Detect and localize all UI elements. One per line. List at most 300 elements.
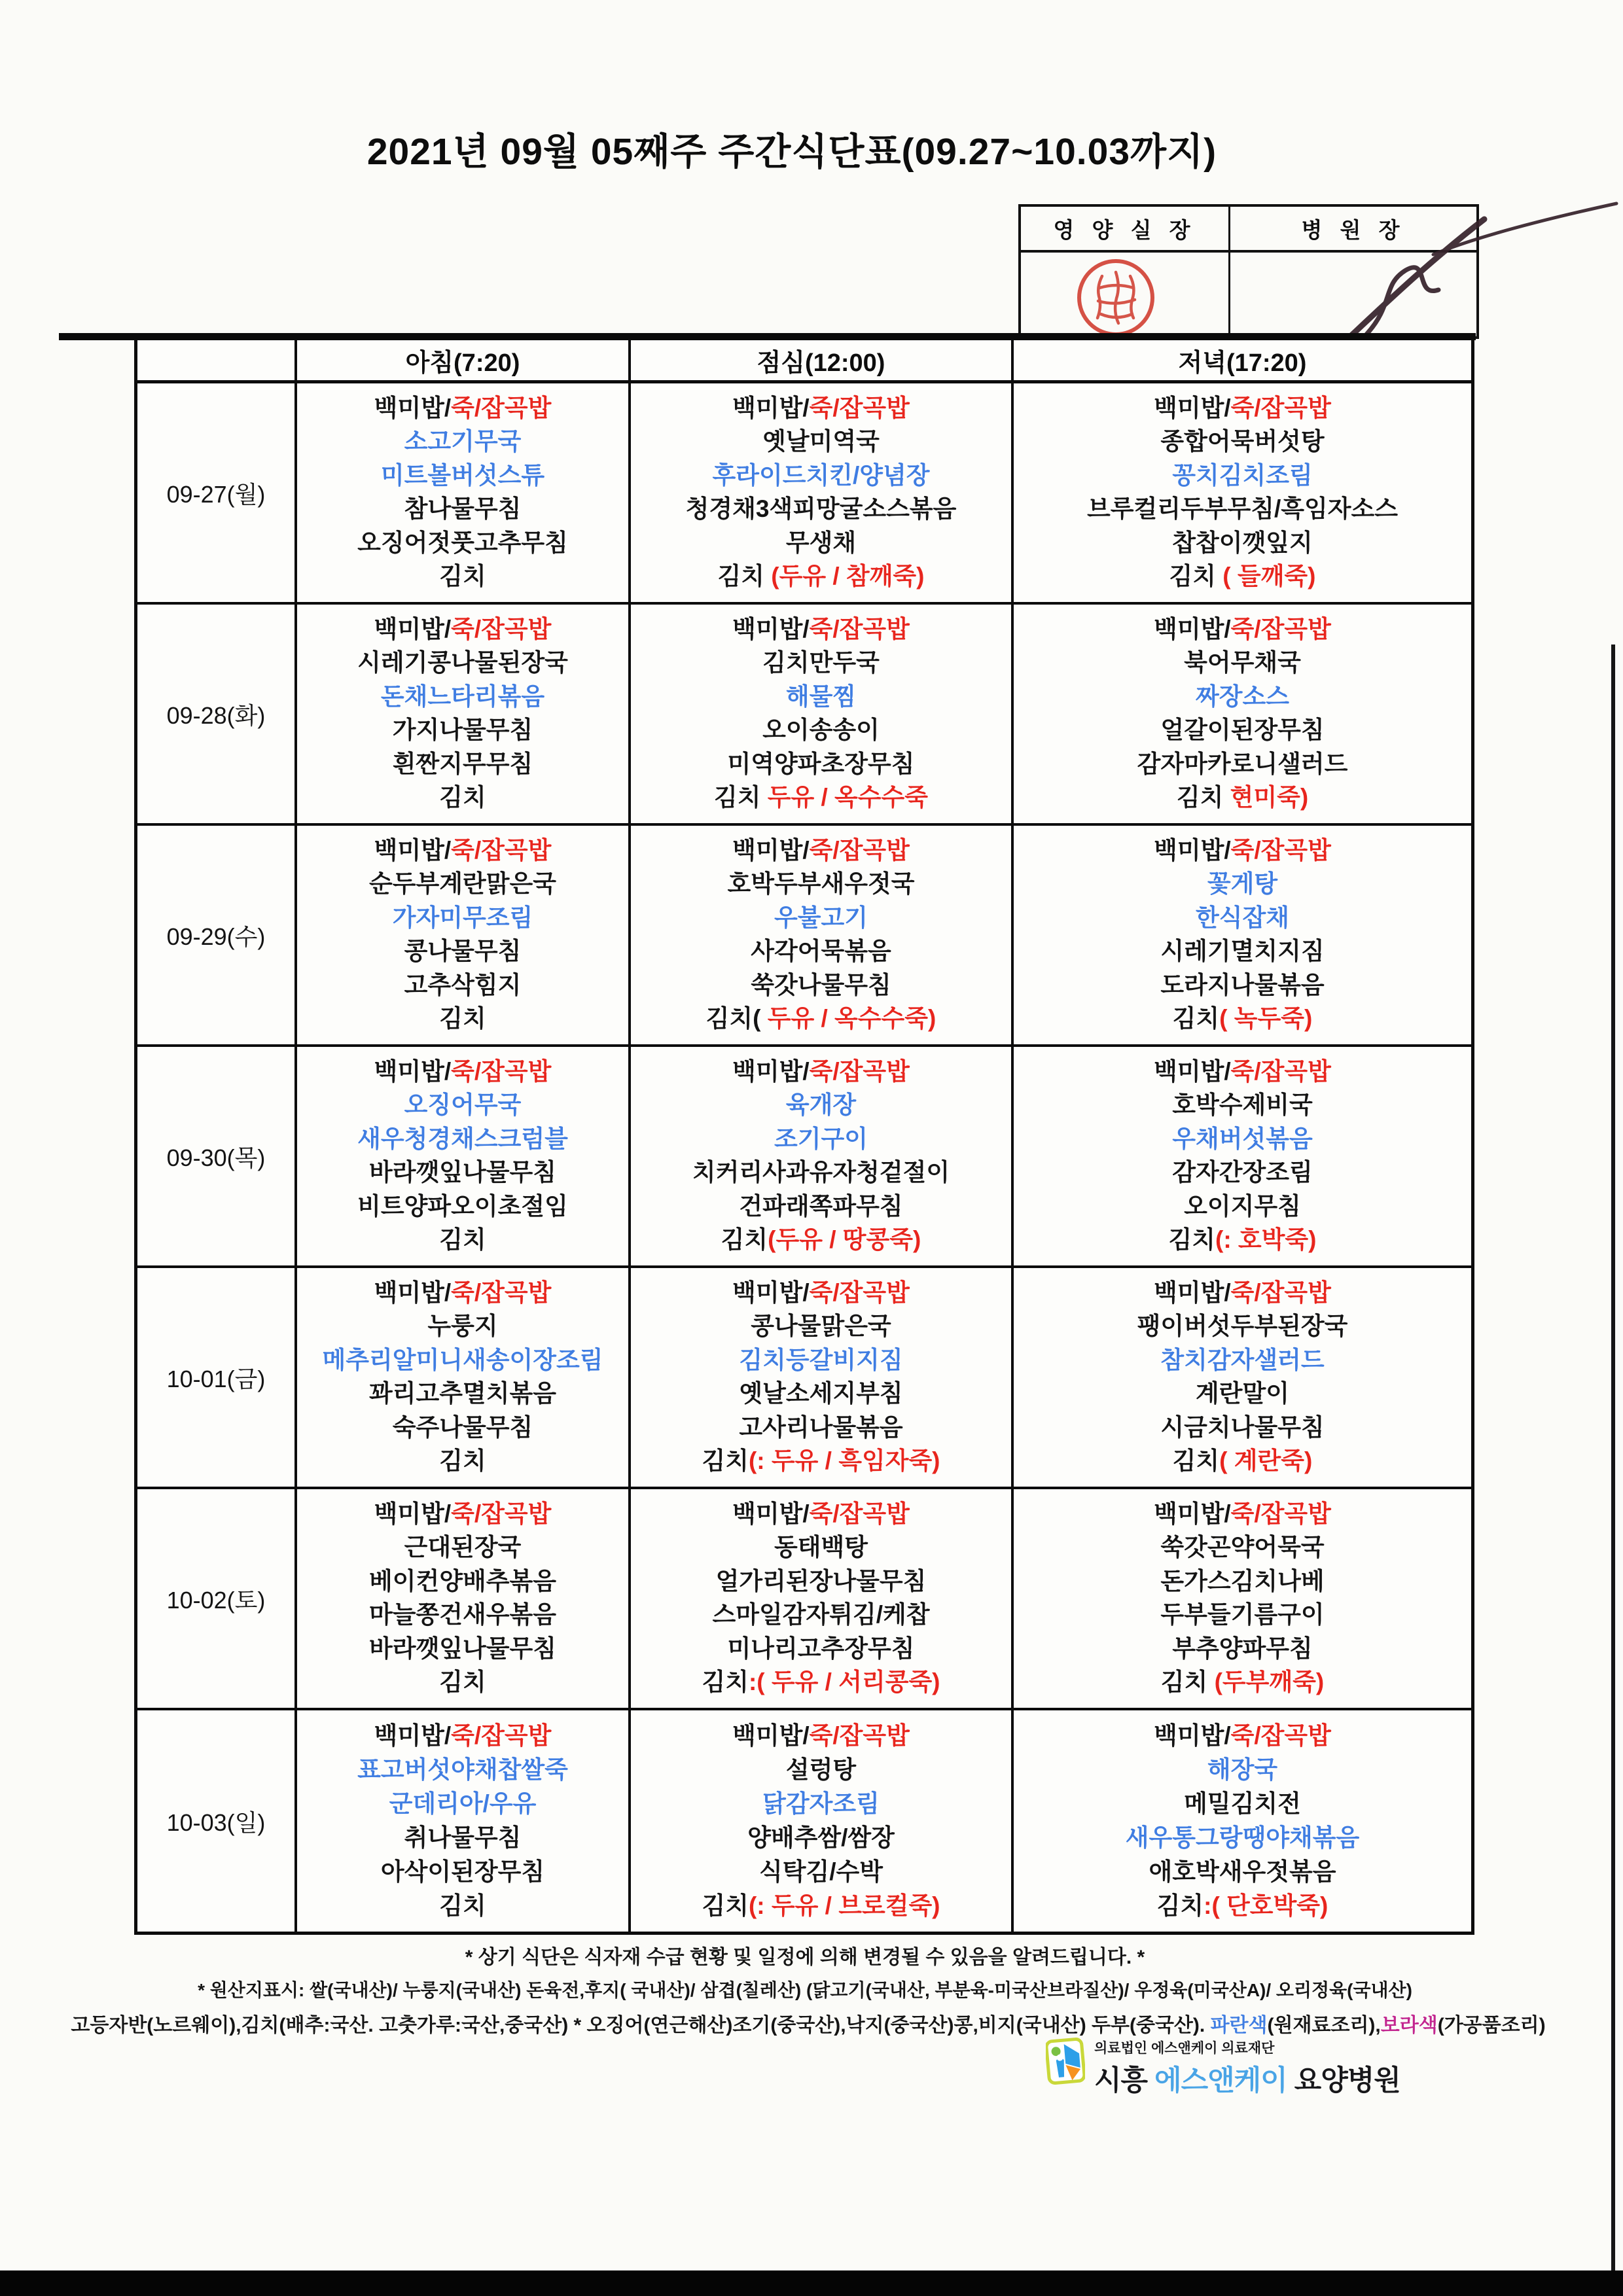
text-segment: 백미밥/ (1154, 1057, 1231, 1085)
menu-item (1161, 1669, 1324, 1697)
text-segment: 종합어묵버섯탕 (1160, 428, 1325, 455)
text-segment: 죽/잡곡밥 (809, 1279, 910, 1306)
text-segment: 육개장 (785, 1091, 857, 1119)
text-segment: 고사리나물볶음 (739, 1413, 903, 1441)
menu-item (686, 495, 957, 523)
text-segment: 죽/잡곡밥 (809, 1722, 910, 1749)
menu-item (714, 784, 928, 812)
menu-item (1184, 649, 1301, 677)
meal-cell-dinner (1014, 1047, 1471, 1268)
menu-item (439, 1005, 486, 1033)
hospital-logo-text (1094, 2035, 1400, 2098)
menu-item (786, 683, 856, 711)
text-segment: (두유 / 땅콩죽) (768, 1226, 921, 1254)
menu-item (323, 1347, 603, 1375)
text-segment: 두부들기름구이 (1160, 1601, 1325, 1629)
menu-item (732, 1058, 910, 1086)
menu-item (751, 972, 891, 1000)
text-segment: 죽/잡곡밥 (451, 615, 552, 643)
table-top-rule (59, 333, 1476, 340)
text-segment: 김치 (702, 1892, 749, 1919)
day-column-header (137, 340, 297, 383)
meal-cell-lunch (631, 605, 1014, 826)
text-segment: 쑥갓곤약어묵국 (1160, 1534, 1325, 1561)
text-segment: 도라지나물볶음 (1160, 971, 1325, 998)
text-segment: 우불고기 (774, 904, 868, 931)
menu-item (357, 1193, 568, 1221)
text-segment: 죽/잡곡밥 (1230, 1500, 1331, 1527)
menu-item (728, 870, 915, 898)
menu-item (728, 1635, 915, 1663)
menu-item (1172, 1635, 1312, 1663)
text-segment: (: 두유 / 흑임자죽) (748, 1447, 940, 1475)
hospital-name-suffix: 요양병원 (1287, 2065, 1400, 2096)
text-segment: 백미밥/ (1154, 615, 1231, 643)
menu-item (713, 462, 930, 490)
scan-edge-artifact-right (1611, 645, 1615, 2272)
menu-item (1177, 784, 1308, 812)
text-segment: 꽈리고추멸치볶음 (369, 1380, 556, 1407)
menu-item (1169, 563, 1316, 591)
text-segment: 김치 (702, 1669, 749, 1696)
text-segment: ( 들깨죽) (1222, 563, 1316, 590)
text-segment: 감자간장조림 (1172, 1159, 1313, 1186)
menu-item (357, 1125, 568, 1154)
menu-item (374, 616, 552, 644)
menu-item (369, 870, 556, 898)
text-segment: 김치 (439, 1669, 486, 1696)
text-segment: 해물찜 (785, 682, 857, 710)
menu-item (1172, 462, 1312, 490)
text-segment: 꽁치김치조림 (1172, 461, 1313, 489)
text-segment: 김치등갈비지짐 (739, 1346, 903, 1373)
menu-item (374, 1058, 552, 1086)
menu-item (404, 1824, 522, 1852)
menu-item (702, 1669, 940, 1697)
text-segment: 두유 / 옥수수죽 (767, 784, 929, 811)
meal-cell-lunch (631, 1268, 1014, 1489)
text-segment: 백미밥/ (732, 1057, 810, 1085)
text-segment: 건파래쪽파무침 (739, 1192, 903, 1220)
text-segment: 백미밥/ (1154, 836, 1231, 864)
text-segment: 오징어젓풋고추무침 (357, 529, 568, 556)
text-segment: 죽/잡곡밥 (1230, 394, 1331, 421)
text-segment: 백미밥/ (732, 615, 810, 643)
menu-item (732, 1279, 910, 1307)
text-segment: 죽/잡곡밥 (1230, 836, 1331, 864)
text-segment: 꽃게탕 (1207, 870, 1278, 898)
text-segment: 조기구이 (774, 1125, 868, 1152)
red-seal-stamp-icon (1072, 254, 1160, 342)
text-segment: 백미밥/ (374, 1500, 452, 1527)
text-segment: 근대된장국 (404, 1534, 522, 1561)
text-segment: 죽/잡곡밥 (451, 1279, 552, 1306)
menu-item (439, 563, 486, 591)
menu-item (1154, 1058, 1331, 1086)
text-segment: 비트양파오이초절임 (357, 1192, 568, 1220)
menu-item (751, 1313, 891, 1341)
menu-item (1160, 428, 1324, 456)
menu-item (762, 649, 880, 677)
text-segment: 죽/잡곡밥 (1230, 1057, 1331, 1085)
text-segment: 치커리사과유자청겉절이 (692, 1159, 950, 1186)
menu-item (739, 1380, 902, 1408)
text-segment: 오징어무국 (404, 1091, 522, 1119)
menu-item (381, 1858, 544, 1886)
text-segment: 김치 (1156, 1892, 1204, 1919)
text-segment: 가자미무조림 (392, 904, 533, 931)
text-segment: 김치만두국 (762, 649, 880, 677)
column-header-breakfast: 아침(7:20) (297, 340, 631, 383)
text-segment: :( 두유 / 서리콩죽) (748, 1669, 940, 1696)
menu-item (357, 649, 568, 677)
text-segment: 백미밥/ (374, 836, 452, 864)
text-segment: 우채버섯볶음 (1172, 1125, 1313, 1152)
menu-item (751, 938, 891, 966)
menu-item (747, 1824, 895, 1852)
text-segment: 죽/잡곡밥 (809, 394, 910, 421)
menu-item (774, 904, 868, 932)
menu-item (1149, 1858, 1336, 1886)
menu-item (1160, 1414, 1324, 1442)
text-segment: 북어무채국 (1184, 649, 1301, 677)
origin-labeling-line2 (0, 2009, 1616, 2038)
day-cell: 09-29(수) (137, 826, 297, 1047)
menu-item (721, 1226, 921, 1254)
meal-cell-breakfast (297, 1047, 631, 1268)
text-segment: 군데리아/우유 (389, 1790, 537, 1817)
menu-item (718, 563, 925, 591)
menu-item (369, 1380, 556, 1408)
menu-item (393, 1414, 533, 1442)
menu-item (739, 1414, 902, 1442)
meal-cell-lunch (631, 826, 1014, 1047)
menu-item (1172, 1091, 1312, 1120)
menu-item (762, 428, 880, 456)
text-segment: 돈가스김치나베 (1160, 1567, 1325, 1595)
text-segment: 김치 (1176, 784, 1230, 811)
text-segment: (: 호박죽) (1215, 1226, 1317, 1254)
text-segment: 김치( (705, 1005, 761, 1033)
menu-item (1157, 1892, 1329, 1920)
hospital-foundation-name: 의료법인 에스앤케이 의료재단 (1094, 2041, 1275, 2056)
meal-cell-lunch (631, 1047, 1014, 1268)
text-segment: 두유 / 옥수수죽) (760, 1005, 936, 1033)
menu-item (1160, 972, 1324, 1000)
menu-item (357, 1756, 568, 1784)
menu-item (1154, 395, 1331, 423)
text-segment: (두부깨죽) (1214, 1669, 1325, 1696)
text-segment: 오이지무침 (1184, 1192, 1301, 1220)
menu-item (374, 1279, 552, 1307)
text-segment: 계란말이 (1196, 1380, 1289, 1407)
menu-item (1154, 1500, 1331, 1528)
text-segment: 죽/잡곡밥 (809, 836, 910, 864)
meal-cell-breakfast (297, 1489, 631, 1710)
menu-item (1137, 751, 1348, 779)
text-segment: 김치 (1172, 1447, 1220, 1475)
menu-item (404, 1091, 522, 1120)
meal-cell-breakfast (297, 1710, 631, 1932)
menu-item (1087, 495, 1398, 523)
meal-cell-dinner (1014, 1710, 1471, 1932)
text-segment: 얼갈이된장무침 (1160, 716, 1325, 744)
text-segment: 백미밥/ (1154, 1722, 1231, 1749)
text-segment: 미트볼버섯스튜 (380, 461, 545, 489)
text-segment: 백미밥/ (732, 394, 810, 421)
menu-item (404, 938, 522, 966)
text-segment: 김치 (439, 1226, 486, 1254)
menu-item (381, 683, 544, 711)
text-segment: 동태백탕 (774, 1534, 868, 1561)
text-segment: 백미밥/ (1154, 1500, 1231, 1527)
menu-item (357, 529, 568, 557)
menu-item (1160, 1568, 1324, 1596)
text-segment: 쑥갓나물무침 (751, 971, 891, 998)
text-segment: 백미밥/ (732, 1500, 810, 1527)
menu-item (381, 462, 544, 490)
text-segment: (원재료조리), (1267, 2015, 1381, 2036)
menu-item (1160, 1347, 1324, 1375)
text-segment: 김치 (721, 1226, 768, 1254)
menu-item (732, 1722, 910, 1750)
text-segment: 사각어묵볶음 (751, 938, 891, 965)
menu-item (1154, 1722, 1331, 1750)
day-cell: 10-02(토) (137, 1489, 297, 1710)
text-segment: 죽/잡곡밥 (809, 1500, 910, 1527)
column-header-lunch: 점심(12:00) (631, 340, 1014, 383)
menu-item (706, 1005, 936, 1033)
meal-cell-dinner (1014, 826, 1471, 1047)
text-segment: 닭감자조림 (762, 1790, 880, 1817)
text-segment: 김치 (1160, 1669, 1215, 1696)
menu-item (1207, 1756, 1277, 1784)
menu-item (1169, 1226, 1317, 1254)
text-segment: 무생채 (785, 529, 857, 556)
menu-item (692, 1159, 950, 1187)
meal-cell-breakfast (297, 383, 631, 605)
menu-item (374, 1500, 552, 1528)
text-segment: 메밀김치전 (1184, 1790, 1301, 1817)
menu-item (1160, 938, 1324, 966)
menu-item (404, 495, 522, 523)
text-segment: 백미밥/ (374, 1722, 452, 1749)
menu-item (404, 428, 522, 456)
menu-item (702, 1892, 940, 1920)
menu-item (732, 1500, 910, 1528)
hospital-name (1094, 2058, 1400, 2098)
meal-cell-breakfast (297, 605, 631, 826)
day-cell: 09-30(목) (137, 1047, 297, 1268)
menu-item (1173, 1005, 1313, 1033)
text-segment: 오이송송이 (762, 716, 880, 744)
text-segment: 김치 (439, 1447, 486, 1475)
menu-item (1154, 1279, 1331, 1307)
menu-item (732, 395, 910, 423)
text-segment: 새우청경채스크럼블 (357, 1125, 568, 1152)
text-segment: 백미밥/ (374, 1057, 452, 1085)
origin-labeling-line1: * 원산지표시: 쌀(국내산)/ 누룽지(국내산) 돈육전,후지( 국내산)/ 삼겹(칠레산) (닭고기(국내산, 부분육-미국산브라질산)/ 우정육(미국산A)/ 오리정육(국내산) (198, 1980, 1412, 2000)
menu-item (439, 1892, 486, 1920)
text-segment: 숙주나물무침 (392, 1413, 533, 1441)
menu-item (1207, 870, 1277, 898)
menu-item (439, 1669, 486, 1697)
approval-label-nutrition-director: 영 양 실 장 (1021, 207, 1230, 253)
menu-item (374, 1722, 552, 1750)
text-segment: 양배추쌈/쌈장 (747, 1824, 895, 1851)
menu-item (389, 1790, 537, 1818)
text-segment: 파란색 (1210, 2015, 1268, 2036)
menu-item (374, 837, 552, 865)
text-segment: 마늘쫑건새우볶음 (369, 1601, 556, 1629)
text-segment: 소고기무국 (404, 428, 522, 455)
text-segment: 바라깻잎나물무침 (369, 1634, 556, 1662)
day-cell: 10-03(일) (137, 1710, 297, 1932)
text-segment: 돈채느타리볶음 (380, 682, 545, 710)
text-segment: 보라색 (1380, 2015, 1438, 2036)
text-segment: 흰짠지무무침 (392, 750, 533, 777)
text-segment: (두유 / 참깨죽) (771, 563, 925, 590)
menu-item (1196, 1380, 1289, 1408)
text-segment: 베이컨양배추볶음 (369, 1567, 556, 1595)
hospital-name-brand: 에스앤케이 (1154, 2065, 1287, 2096)
text-segment: 애호박새우젓볶음 (1149, 1858, 1336, 1885)
text-segment: 한식잡채 (1196, 904, 1289, 931)
text-segment: 시레기콩나물된장국 (357, 649, 568, 677)
text-segment: 청경채3색피망굴소스볶음 (685, 495, 957, 523)
menu-item (1196, 683, 1289, 711)
text-segment: 죽/잡곡밥 (1230, 1279, 1331, 1306)
text-segment: 백미밥/ (374, 615, 452, 643)
hospital-logo-icon (1046, 2035, 1085, 2089)
menu-change-note: * 상기 식단은 식자재 수급 현황 및 일정에 의해 변경될 수 있음을 알려드립니다. * (465, 1947, 1145, 1968)
menu-item (1172, 529, 1312, 557)
text-segment: 호박두부새우젓국 (727, 870, 915, 898)
meal-cell-dinner (1014, 383, 1471, 605)
text-segment: 죽/잡곡밥 (451, 1722, 552, 1749)
text-segment: 부추양파무침 (1172, 1634, 1313, 1662)
text-segment: 참나물무침 (404, 495, 522, 523)
menu-item (439, 1226, 486, 1254)
menu-item (369, 1601, 556, 1629)
menu-item (369, 1635, 556, 1663)
text-segment: 옛날미역국 (762, 428, 880, 455)
column-header-dinner: 저녁(17:20) (1014, 340, 1471, 383)
menu-item (1172, 1159, 1312, 1187)
menu-item (728, 751, 915, 779)
text-segment: :( 단호박죽) (1204, 1892, 1329, 1919)
text-segment: 죽/잡곡밥 (1230, 615, 1331, 643)
text-segment: 순두부계란맑은국 (369, 870, 556, 898)
menu-item (439, 784, 486, 812)
menu-item (393, 751, 533, 779)
menu-item (1160, 1601, 1324, 1629)
meal-cell-dinner (1014, 605, 1471, 826)
text-segment: 김치 (1172, 1005, 1220, 1033)
text-segment: (가공품조리) (1437, 2015, 1546, 2036)
text-segment: 해장국 (1207, 1756, 1278, 1783)
text-segment: 죽/잡곡밥 (451, 836, 552, 864)
menu-item (393, 716, 533, 745)
text-segment: 설렁탕 (785, 1756, 857, 1783)
text-segment: 미역양파초장무침 (727, 750, 915, 777)
menu-item (739, 1347, 902, 1375)
text-segment: 백미밥/ (374, 394, 452, 421)
text-segment: 가지나물무침 (392, 716, 533, 744)
text-segment: 바라깻잎나물무침 (369, 1159, 556, 1186)
text-segment: 죽/잡곡밥 (809, 615, 910, 643)
menu-item (404, 972, 522, 1000)
menu-item (732, 616, 910, 644)
text-segment: 메추리알미니새송이장조림 (322, 1346, 603, 1373)
text-segment: 감자마카로니샐러드 (1137, 750, 1348, 777)
menu-item (786, 1091, 856, 1120)
meal-cell-dinner (1014, 1489, 1471, 1710)
menu-item (1184, 1193, 1301, 1221)
menu-item (762, 716, 880, 745)
menu-item (786, 529, 856, 557)
menu-item (404, 1534, 522, 1562)
day-cell: 10-01(금) (137, 1268, 297, 1489)
menu-item (786, 1756, 856, 1784)
menu-item (716, 1568, 927, 1596)
menu-item (393, 904, 533, 932)
menu-item (1173, 1447, 1313, 1475)
text-segment: 취나물무침 (404, 1824, 522, 1851)
menu-item (1160, 716, 1324, 745)
meal-cell-breakfast (297, 1268, 631, 1489)
text-segment: 옛날소세지부침 (739, 1380, 903, 1407)
text-segment: 참치감자샐러드 (1160, 1346, 1325, 1373)
text-segment: 새우통그랑땡야채볶음 (1125, 1824, 1360, 1851)
text-segment: 백미밥/ (1154, 1279, 1231, 1306)
text-segment: ( 계란죽) (1219, 1447, 1313, 1475)
text-segment: 백미밥/ (732, 836, 810, 864)
text-segment: 고추삭힘지 (404, 971, 522, 998)
menu-item (739, 1193, 902, 1221)
menu-item (774, 1534, 868, 1562)
menu-item (774, 1125, 868, 1154)
text-segment: 김치 (717, 563, 772, 590)
text-segment: 백미밥/ (374, 1279, 452, 1306)
meal-cell-lunch (631, 1710, 1014, 1932)
text-segment: 콩나물맑은국 (751, 1313, 891, 1340)
text-segment: 김치 (702, 1447, 749, 1475)
menu-item (1154, 837, 1331, 865)
text-segment: 브루컬리두부무침/흑임자소스 (1087, 495, 1398, 523)
menu-item (1154, 616, 1331, 644)
text-segment: 아삭이된장무침 (380, 1858, 545, 1885)
menu-item (1126, 1824, 1359, 1852)
text-segment: 죽/잡곡밥 (809, 1057, 910, 1085)
menu-item (439, 1447, 486, 1475)
approval-label-hospital-director: 병 원 장 (1230, 207, 1476, 253)
text-segment: 콩나물무침 (404, 938, 522, 965)
menu-item (374, 395, 552, 423)
text-segment: 시금치나물무침 (1160, 1413, 1325, 1441)
meal-cell-lunch (631, 1489, 1014, 1710)
meal-cell-dinner (1014, 1268, 1471, 1489)
meal-cell-breakfast (297, 826, 631, 1047)
text-segment: 호박수제비국 (1172, 1091, 1313, 1119)
menu-item (702, 1447, 940, 1475)
text-segment: 식탁김/수박 (759, 1858, 883, 1885)
meal-cell-lunch (631, 383, 1014, 605)
text-segment: 팽이버섯두부된장국 (1137, 1313, 1348, 1340)
hospital-logo (1046, 2035, 1400, 2098)
text-segment: 고등자반(노르웨이),김치(배추:국산. 고춧가루:국산,중국산) * 오징어(연근해산)조기(중국산),낙지(중국산)콩,비지(국내산) 두부(중국산). (71, 2015, 1211, 2036)
page-title: 2021년 09월 05째주 주간식단표(09.27~10.03까지) (366, 131, 1217, 173)
